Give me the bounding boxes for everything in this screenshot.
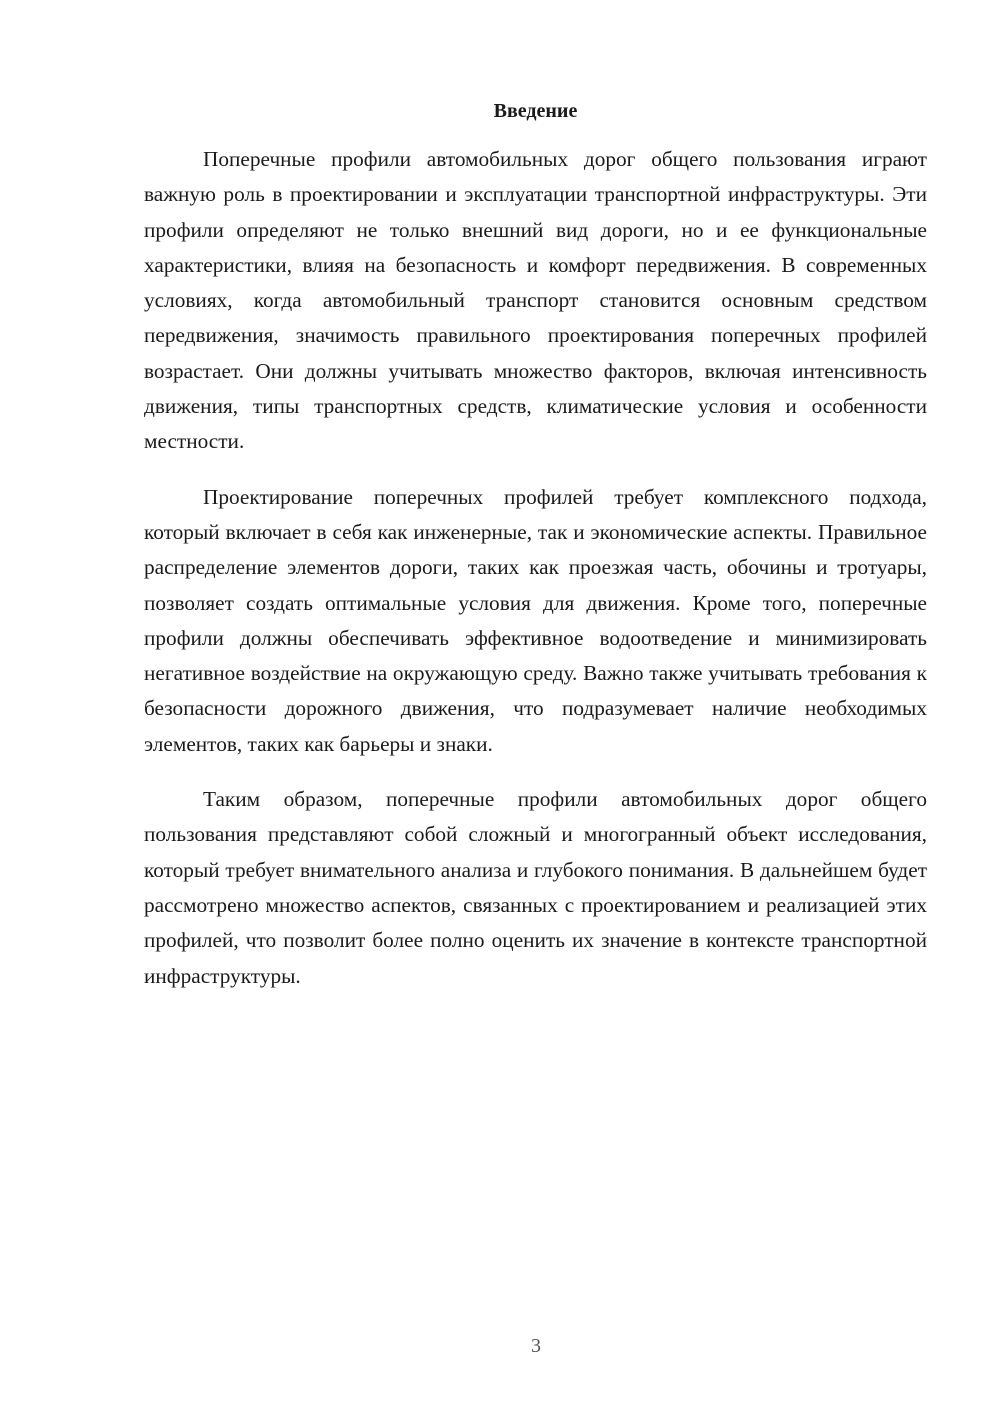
section-title: Введение: [493, 100, 578, 122]
page-number: 3: [531, 1335, 541, 1357]
paragraph-1: Поперечные профили автомобильных дорог общего пользования играют важную роль в проектировании и эксплуатации транспортной инфраструктуры. Эти профили определяют не только внешний вид дороги, но и ее функциональные характеристики, влияя на безопасность и комфорт передвижения. В современных условиях, когда автомобильный транспорт становится основным средством передвижения, значимость правильного проектирования поперечных профилей возрастает. Они должны учитывать множество факторов, включая интенсивность движения, типы транспортных средств, климатические условия и особенности местности.: [144, 147, 927, 454]
paragraph-2: Проектирование поперечных профилей требует комплексного подхода, который включает в себя как инженерные, так и экономические аспекты. Правильное распределение элементов дороги, таких как проезжая часть, обочины и тротуары, позволяет создать оптимальные условия для движения. Кроме того, поперечные профили должны обеспечивать эффективное водоотведение и минимизировать негативное воздействие на окружающую среду. Важно также учитывать требования к безопасности дорожного движения, что подразумевает наличие необходимых элементов, таких как барьеры и знаки.: [144, 484, 927, 756]
paragraph-3: Таким образом, поперечные профили автомобильных дорог общего пользования представляют собой сложный и многогранный объект исследования, который требует внимательного анализа и глубокого понимания. В дальнейшем будет рассмотрено множество аспектов, связанных с проектированием и реализацией этих профилей, что позволит более полно оценить их значение в контексте транспортной инфраструктуры.: [144, 787, 927, 988]
page-content: [144, 96, 927, 1014]
